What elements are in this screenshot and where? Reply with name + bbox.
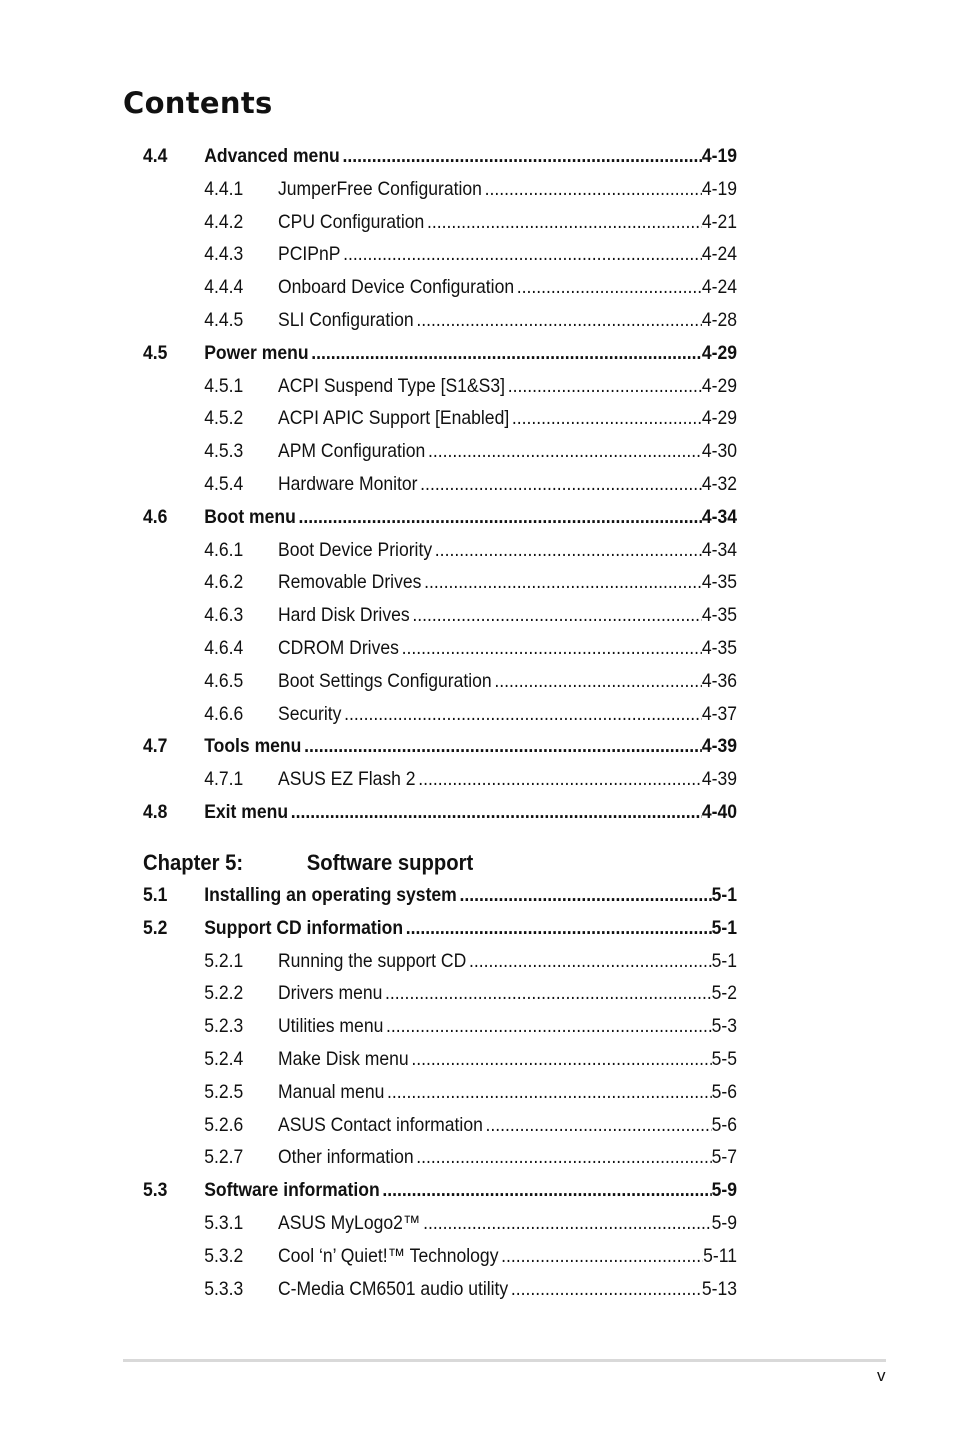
toc-entry [278,274,737,300]
toc-page-number: 4-24 [701,276,737,299]
toc-number: 4.5.4 [204,473,244,495]
toc-entry [278,1013,737,1039]
toc-page-number: 5-5 [711,1048,737,1070]
dot-leader [483,1112,712,1138]
toc-number: 4.6.1 [204,538,244,561]
toc-entry [278,1079,737,1105]
toc-entry [204,1177,737,1203]
toc-number: 4.6.3 [204,604,244,627]
toc-page-number: 4-34 [701,505,737,528]
dot-leader [417,471,701,497]
dot-leader [382,980,711,1006]
toc-title: CPU Configuration [278,210,425,233]
toc-number: 5.2.7 [204,1146,244,1169]
toc-title: ASUS Contact information [278,1113,483,1136]
toc-subsection-row [143,537,737,563]
dot-leader [514,274,702,300]
toc-entry [278,241,737,267]
toc-title: APM Configuration [278,440,426,463]
toc-entry [278,209,737,235]
toc-page-number: 5-2 [711,982,737,1005]
toc-title: Manual menu [278,1080,385,1103]
toc-title: Boot Device Priority [278,538,433,561]
toc-entry [278,701,737,727]
toc-number: 5.2.1 [204,949,244,972]
toc-subsection-row [143,766,737,792]
toc-entry [204,882,737,908]
toc-number: 5.2.3 [204,1015,244,1038]
toc-entry [278,766,737,792]
toc-page-number: 5-1 [711,916,737,939]
dot-leader [409,1046,712,1072]
toc-page-number: 4-19 [701,177,737,200]
toc-title: Utilities menu [278,1015,384,1038]
dot-leader [505,373,702,399]
toc-number: 4.4.1 [204,177,244,200]
toc-entry [278,373,737,399]
dot-leader [414,307,702,333]
toc-entry [278,569,737,595]
toc-section-row [143,1177,737,1203]
toc-number: 4.4.5 [204,309,244,331]
toc-page-number: 4-29 [701,341,737,364]
toc-title: PCIPnP [278,243,341,266]
toc-entry [278,1112,737,1138]
dot-leader [466,948,711,974]
toc-page-number: 4-28 [701,309,737,331]
toc-number: 4.4.4 [204,276,244,299]
toc-subsection-row [143,274,737,300]
toc-number: 5.2.2 [204,982,244,1005]
toc-page-number: 4-35 [701,637,737,659]
toc-number: 4.5 [143,341,168,364]
toc-subsection-row [143,1243,737,1269]
toc-page-number: 5-1 [711,884,737,906]
toc-title: C-Media CM6501 audio utility [278,1277,509,1300]
toc-page-number: 5-1 [711,949,737,972]
dot-leader [288,799,702,825]
toc-section-row [143,340,737,366]
toc-title: Support CD information [204,916,404,939]
toc-entry [278,1046,737,1072]
toc-subsection-row [143,307,737,333]
footer-rule [123,1359,886,1362]
dot-leader [420,1210,711,1236]
toc-entry [278,438,737,464]
toc-number: 4.7 [143,735,168,758]
toc-page-number: 5-13 [701,1277,737,1300]
toc-number: 4.8 [143,801,168,823]
toc-number: 4.6.6 [204,702,244,725]
toc-number: 5.3 [143,1179,168,1202]
toc-page-number: 5-11 [703,1244,737,1267]
toc-page-number: 4-35 [701,604,737,627]
dot-leader [309,340,702,366]
dot-leader [425,438,702,464]
dot-leader [341,701,701,727]
toc-entry [204,504,737,530]
toc-subsection-row [143,701,737,727]
toc-entry [278,405,737,431]
dot-leader [432,537,702,563]
toc-entry [278,1243,737,1269]
toc-title: ASUS MyLogo2™ [278,1212,421,1234]
toc-page-number: 4-40 [701,801,737,823]
toc-page-number: 4-39 [701,735,737,758]
toc-page-number: 4-24 [701,243,737,266]
toc-title: Boot Settings Configuration [278,669,492,692]
toc-page-number: 5-9 [711,1212,737,1234]
toc-entry [278,307,737,333]
toc-page-number: 4-35 [701,571,737,594]
toc-page-number: 5-3 [711,1015,737,1038]
dot-leader [457,882,712,908]
toc-entry [278,602,737,628]
toc-page-number: 4-34 [701,538,737,561]
dot-leader [414,1144,712,1170]
chapter-label: Chapter 5: [143,850,244,875]
chapter-title: Software support [306,850,474,875]
dot-leader [384,1079,711,1105]
toc-number: 4.5.3 [204,440,244,463]
toc-subsection-row [143,1210,737,1236]
toc-page-number: 4-29 [701,407,737,430]
toc-title: Installing an operating system [204,884,457,906]
dot-leader [424,209,702,235]
toc-number: 4.6.2 [204,571,244,594]
toc-subsection-row [143,668,737,694]
toc-title: Hardware Monitor [278,473,418,495]
toc-number: 4.4.2 [204,210,244,233]
dot-leader [492,668,702,694]
toc-title: JumperFree Configuration [278,177,482,200]
toc-subsection-row [143,241,737,267]
toc-entry [278,668,737,694]
toc-title: Removable Drives [278,571,422,594]
toc-number: 4.6 [143,505,168,528]
toc-number: 4.6.5 [204,669,244,692]
toc-page-number: 5-6 [711,1080,737,1103]
dot-leader [508,1276,702,1302]
toc-subsection-row [143,471,737,497]
toc-page-number: 4-19 [701,145,737,167]
toc-title: Drivers menu [278,982,383,1005]
dot-leader [399,635,702,661]
toc-entry [204,340,737,366]
toc-title: ACPI APIC Support [Enabled] [278,407,510,430]
toc-title: Software information [204,1179,380,1202]
toc-entry [204,915,737,941]
toc-subsection-row [143,1046,737,1072]
toc-title: CDROM Drives [278,637,399,659]
toc-title: Make Disk menu [278,1048,409,1070]
toc-number: 4.6.4 [204,637,244,659]
toc-title: Power menu [204,341,309,364]
toc-title: Security [278,702,342,725]
toc-subsection-row [143,438,737,464]
toc-entry [278,1210,737,1236]
dot-leader [340,241,701,267]
toc-title: SLI Configuration [278,309,414,331]
toc-entry [278,635,737,661]
toc-subsection-row [143,569,737,595]
toc-subsection-row [143,1144,737,1170]
toc-subsection-row [143,980,737,1006]
dot-leader [403,915,712,941]
dot-leader [410,602,702,628]
toc-title: Advanced menu [204,145,340,167]
toc-number: 5.2 [143,916,168,939]
toc-title: ACPI Suspend Type [S1&S3] [278,374,505,397]
dot-leader [498,1243,703,1269]
toc-page-number: 4-30 [701,440,737,463]
toc-entry [278,537,737,563]
dot-leader [421,569,701,595]
toc-section-row [143,882,737,908]
toc-number: 4.7.1 [204,768,244,791]
toc-page-number: 5-6 [711,1113,737,1136]
toc-subsection-row [143,602,737,628]
toc-page-number: 5-7 [711,1146,737,1169]
dot-leader [296,504,702,530]
toc-number: 5.2.6 [204,1113,244,1136]
toc-subsection-row [143,373,737,399]
toc-number: 4.5.1 [204,374,244,397]
dot-leader [482,176,702,202]
toc-entry [278,176,737,202]
toc-number: 5.3.3 [204,1277,244,1300]
toc-page-number: 4-21 [701,210,737,233]
toc-number: 5.2.5 [204,1080,244,1103]
toc-number: 4.5.2 [204,407,244,430]
toc-number: 5.1 [143,884,168,906]
toc-section-row [143,915,737,941]
toc-title: Tools menu [204,735,302,758]
toc-number: 4.4.3 [204,243,244,266]
toc-entry [278,471,737,497]
toc-entry [278,948,737,974]
toc-title: Running the support CD [278,949,467,972]
toc-subsection-row [143,1276,737,1302]
toc-page-number: 4-32 [701,473,737,495]
dot-leader [380,1177,712,1203]
toc-section-row [143,504,737,530]
page-title: Contents [123,86,273,120]
toc-entry [204,799,737,825]
toc-number: 5.2.4 [204,1048,244,1070]
toc-number: 4.4 [143,145,168,167]
dot-leader [509,405,702,431]
toc-page-number: 5-9 [711,1179,737,1202]
toc-entry [278,1276,737,1302]
toc-subsection-row [143,635,737,661]
dot-leader [416,766,702,792]
dot-leader [383,1013,711,1039]
toc-section-row [143,799,737,825]
toc-subsection-row [143,1112,737,1138]
toc-page-number: 4-39 [701,768,737,791]
toc-title: Cool ‘n’ Quiet!™ Technology [278,1244,499,1267]
dot-leader [301,733,701,759]
toc-title: ASUS EZ Flash 2 [278,768,416,791]
toc-title: Boot menu [204,505,296,528]
toc-subsection-row [143,1013,737,1039]
toc-entry [204,733,737,759]
toc-subsection-row [143,948,737,974]
toc-entry [204,143,737,169]
toc-section-row [143,733,737,759]
page-number: v [877,1366,886,1385]
toc-page-number: 4-36 [701,669,737,692]
toc-title: Exit menu [204,801,289,823]
toc-number: 5.3.2 [204,1244,244,1267]
toc-title: Onboard Device Configuration [278,276,515,299]
toc-subsection-row [143,405,737,431]
toc-entry [278,1144,737,1170]
toc-entry [278,980,737,1006]
toc-page-number: 4-29 [701,374,737,397]
toc-title: Hard Disk Drives [278,604,410,627]
toc-subsection-row [143,209,737,235]
toc-number: 5.3.1 [204,1212,244,1234]
toc-page-number: 4-37 [701,702,737,725]
toc-title: Other information [278,1146,414,1169]
toc-section-row [143,143,737,169]
dot-leader [340,143,702,169]
toc-subsection-row [143,1079,737,1105]
toc-subsection-row [143,176,737,202]
